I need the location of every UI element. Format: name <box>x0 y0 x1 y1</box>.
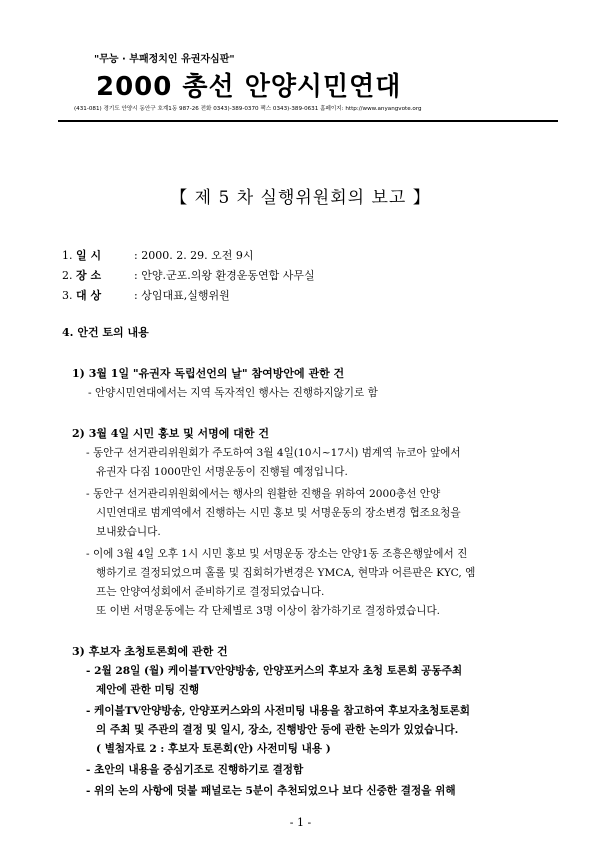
agenda-item-heading: 3) 후보자 초청토론회에 관한 건 <box>72 645 228 658</box>
org-name: 2000 총선 안양시민연대 <box>96 72 402 102</box>
agenda-line: 제안에 관한 미팅 진행 <box>96 684 200 696</box>
info-num: 1. <box>62 249 73 262</box>
info-row-target: 3. 대 상 : 상임대표,실행위원 <box>62 289 230 302</box>
info-value: 상임대표,실행위원 <box>141 289 230 302</box>
agenda-item-heading: 1) 3월 1일 "유권자 독립선언의 날" 참여방안에 관한 건 <box>72 367 345 380</box>
page-title: 【 제 5 차 실행위원회의 보고 】 <box>170 188 431 208</box>
agenda-line: 유권자 다짐 1000만인 서명운동이 진행될 예정입니다. <box>96 466 348 478</box>
info-label: 일 시 <box>76 249 102 262</box>
agenda-line: - 동안구 선거관리위원회가 주도하여 3월 4일(10시~17시) 범계역 뉴코아 앞에서 <box>86 447 461 459</box>
contact-info: (431-081) 경기도 안양시 동안구 호계1동 987-26 전화 0343)-389-0370 팩스 0343)-389-0631 홈페이지: http://www.anyangvote.org <box>74 106 422 112</box>
info-value: 2000. 2. 29. 오전 9시 <box>141 249 254 262</box>
info-label: 대 상 <box>76 289 102 302</box>
info-num: 3. <box>62 289 73 302</box>
info-row-place: 2. 장 소 : 안양.군포.의왕 환경운동연합 사무실 <box>62 269 315 282</box>
info-num: 2. <box>62 269 73 282</box>
agenda-line: - 안양시민연대에서는 지역 독자적인 행사는 진행하지않기로 함 <box>88 387 378 399</box>
agenda-line: - 이에 3월 4일 오후 1시 시민 홍보 및 서명운동 장소는 안양1동 조흥은행앞에서 진 <box>86 548 468 560</box>
agenda-line: - 2월 28일 (월) 케이블TV안양방송, 안양포커스의 후보자 초청 토론회 공동주최 <box>86 665 463 677</box>
header-divider <box>58 120 558 122</box>
agenda-line: 또 이번 서명운동에는 각 단체별로 3명 이상이 참가하기로 결정하였습니다. <box>96 605 441 617</box>
agenda-line: ( 별첨자료 2 : 후보자 토론회(안) 사전미팅 내용 ) <box>96 743 331 755</box>
agenda-line: 시민연대로 범계역에서 진행하는 시민 홍보 및 서명운동의 장소변경 협조요청을 <box>96 507 461 519</box>
agenda-line: - 초안의 내용을 중심기조로 진행하기로 결정함 <box>86 764 304 776</box>
agenda-line: 프는 안양여성회에서 준비하기로 결정되었습니다. <box>96 586 325 598</box>
agenda-line: - 케이블TV안양방송, 안양포커스와의 사전미팅 내용을 참고하여 후보자초청토론회 <box>86 705 471 717</box>
info-row-date: 1. 일 시 : 2000. 2. 29. 오전 9시 <box>62 249 254 262</box>
header-slogan: "무능 · 부패정치인 유권자심판" <box>94 54 235 65</box>
agenda-line: - 동안구 선거관리위원회에서는 행사의 원활한 진행을 위하여 2000총선 안양 <box>86 488 441 500</box>
agenda-line: 보내왔습니다. <box>96 526 161 538</box>
page-number: - 1 - <box>289 816 312 829</box>
agenda-line: - 위의 논의 사항에 덧붙 패널로는 5분이 추천되었으나 보다 신중한 결정을 위해 <box>86 785 456 797</box>
agenda-item-heading: 2) 3월 4일 시민 홍보 및 서명에 대한 건 <box>72 427 269 440</box>
agenda-heading: 4. 안건 토의 내용 <box>62 326 149 339</box>
info-value: 안양.군포.의왕 환경운동연합 사무실 <box>141 269 315 282</box>
info-label: 장 소 <box>76 269 102 282</box>
agenda-line: 의 주최 및 주관의 결정 및 일시, 장소, 진행방안 등에 관한 논의가 있었습니다. <box>96 724 459 736</box>
agenda-line: 행하기로 결정되었으며 홀롤 및 집회허가변경은 YMCA, 현막과 어른판은 KYC, 엠 <box>96 567 476 579</box>
